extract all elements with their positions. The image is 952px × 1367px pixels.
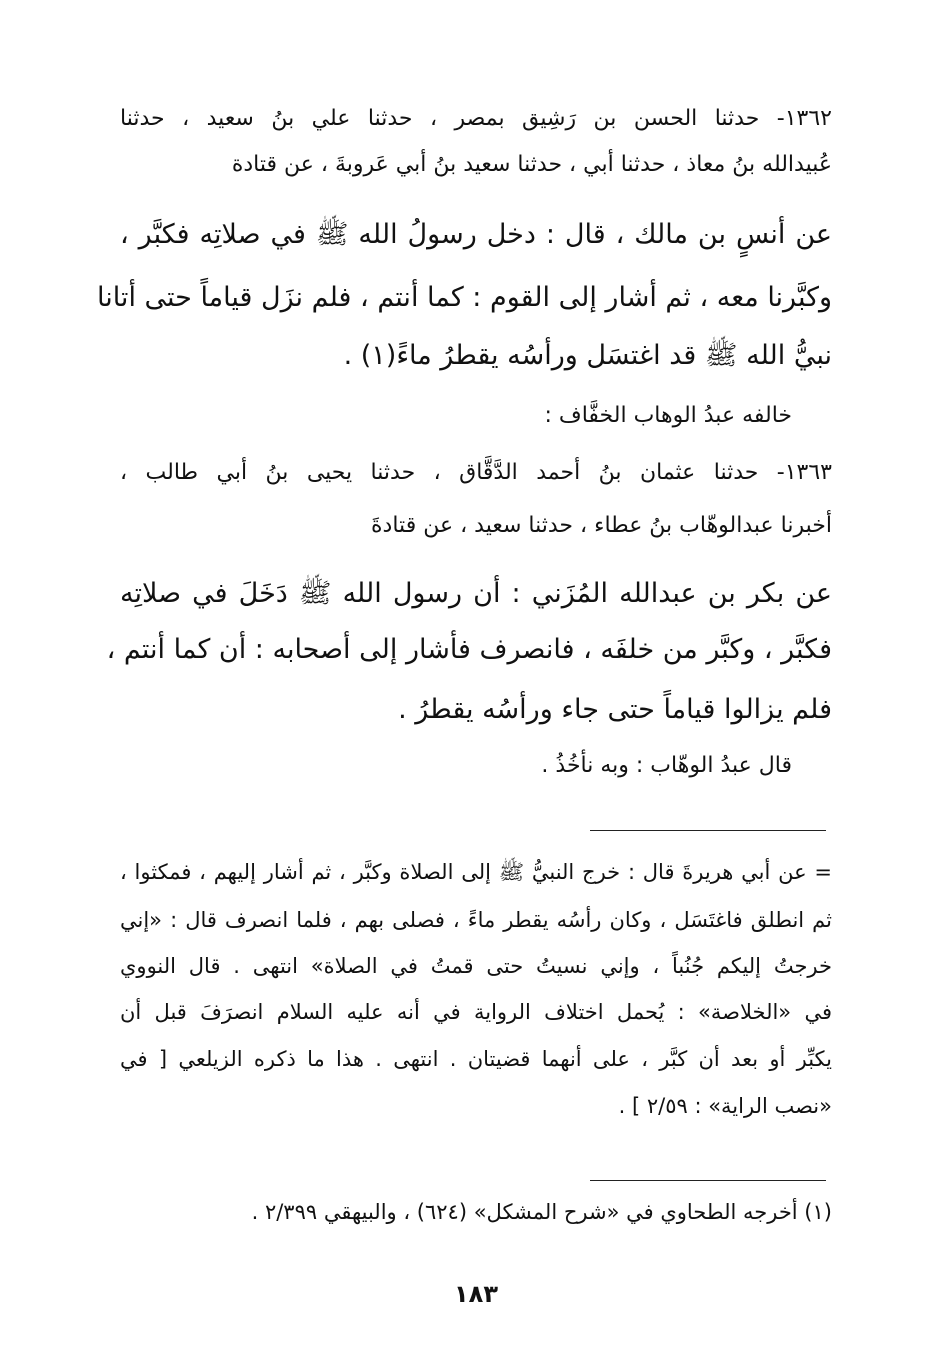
- commentary-line-3: خرجتُ إليكم جُنُباً ، وإني نسيتُ حتى قمتُ في الصلاة» انتهى . قال النووي: [120, 954, 832, 978]
- footnote-separator-2: [590, 1180, 826, 1181]
- hadith-1363-comment: قال عبدُ الوهّاب : وبه نأخُذُ .: [541, 753, 792, 778]
- hadith-1362-isnad-line-2: عُبيدالله بنُ معاذ ، حدثنا أبي ، حدثنا سعيد بنُ أبي عَروبةَ ، عن قتادة: [231, 152, 832, 177]
- commentary-line-6: «نصب الراية» : ٢/٥٩ ] .: [618, 1094, 832, 1118]
- commentary-line-4: في «الخلاصة» : يُحمل اختلاف الرواية في أنه عليه السلام انصرَفَ قبل أن: [120, 1000, 832, 1024]
- hadith-1362-matn-line-2: وكبَّرنا معه ، ثم أشار إلى القوم : كما أنتم ، فلم نزَل قياماً حتى أتانا: [96, 282, 832, 313]
- commentary-line-2: ثم انطلق فاغتَسَل ، وكان رأسُه يقطر ماءً ، فصلى بهم ، فلما انصرف قال : «إني: [120, 908, 832, 932]
- hadith-1362-isnad-line-1: ١٣٦٢- حدثنا الحسن بن رَشِيق بمصر ، حدثنا علي بنُ سعيد ، حدثنا: [120, 106, 832, 131]
- hadith-1363-matn-line-2: فكبَّر ، وكبَّر من خلفَه ، فانصرف فأشار إلى أصحابه : أن كما أنتم ،: [106, 634, 832, 665]
- hadith-1363-isnad-line-1: ١٣٦٣- حدثنا عثمان بنُ أحمد الدَّقَّاق ، حدثنا يحيى بنُ أبي طالب ،: [120, 460, 832, 485]
- hadith-1363-matn-line-1: عن بكر بن عبدالله المُزَني : أن رسول الله ﷺ دَخَلَ في صلاتِه: [120, 578, 832, 609]
- transition-line: خالفه عبدُ الوهاب الخفَّاف :: [544, 403, 792, 428]
- page-number: ١٨٣: [454, 1280, 498, 1308]
- hadith-1362-matn-line-3: نبيُّ الله ﷺ قد اغتسَل ورأسُه يقطرُ ماءً(١) .: [343, 340, 832, 371]
- footnote: (١) أخرجه الطحاوي في «شرح المشكل» (٦٢٤) ، والبيهقي ٢/٣٩٩ .: [251, 1200, 832, 1224]
- hadith-1362-matn-line-1: عن أنسٍ بن مالك ، قال : دخل رسولُ الله ﷺ في صلاتِه فكبَّر ،: [120, 219, 832, 250]
- hadith-1363-matn-line-3: فلم يزالوا قياماً حتى جاء ورأسُه يقطرُ .: [398, 694, 832, 725]
- footnote-separator-1: [590, 830, 826, 831]
- commentary-line-5: يكبِّر أو بعد أن كبَّر ، على أنهما قضيتان . انتهى . هذا ما ذكره الزيلعي [ في: [120, 1047, 832, 1071]
- commentary-line-1: = عن أبي هريرةَ قال : خرج النبيُّ ﷺ إلى الصلاة وكبَّر ، ثم أشار إليهم ، فمكثوا ،: [120, 860, 832, 884]
- hadith-1363-isnad-line-2: أخبرنا عبدالوهّاب بنُ عطاء ، حدثنا سعيد ، عن قتادةَ: [371, 513, 832, 538]
